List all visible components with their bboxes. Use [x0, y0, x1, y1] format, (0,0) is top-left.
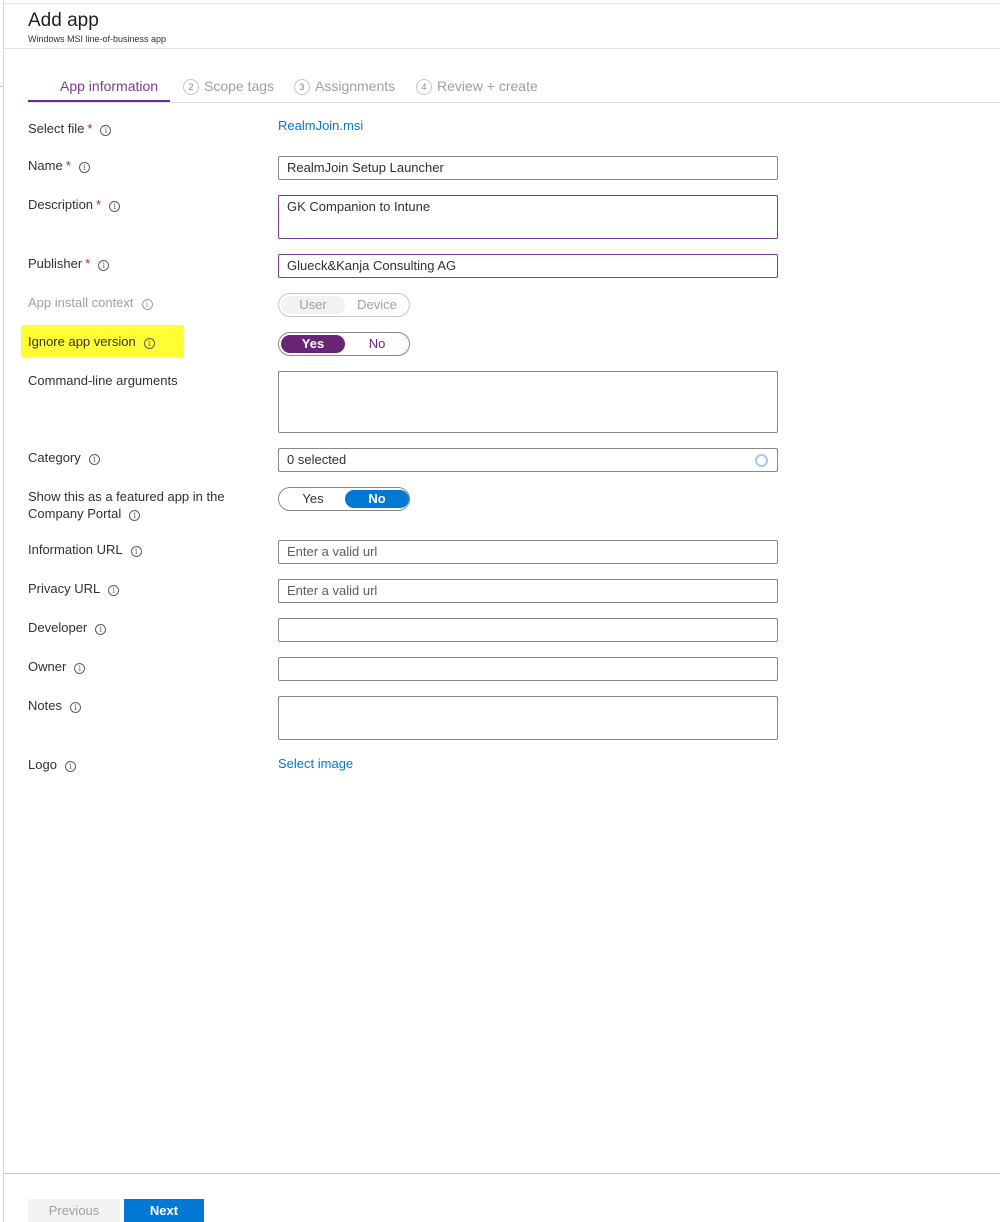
info-icon[interactable]: i: [131, 546, 142, 557]
developer-field[interactable]: [278, 618, 778, 642]
tab-divider: [28, 102, 1000, 103]
info-icon[interactable]: i: [95, 624, 106, 635]
tab-label: App information: [60, 78, 159, 94]
privacy-url-field[interactable]: Enter a valid url: [278, 579, 778, 603]
info-icon[interactable]: i: [129, 510, 140, 521]
select-file-link[interactable]: RealmJoin.msi: [278, 118, 364, 133]
category-label: Category i: [28, 449, 100, 466]
tab-assignments[interactable]: [294, 78, 395, 102]
description-label: Description * i: [28, 196, 120, 213]
tab-app-information[interactable]: [60, 78, 158, 102]
tab-label: Assignments: [315, 78, 396, 94]
category-dropdown[interactable]: 0 selected: [278, 448, 778, 472]
info-icon[interactable]: i: [108, 585, 119, 596]
tab-label: Scope tags: [204, 78, 275, 94]
footer-divider: [3, 1173, 1000, 1174]
publisher-field[interactable]: Glueck&Kanja Consulting AG: [278, 254, 778, 278]
info-icon[interactable]: i: [74, 663, 85, 674]
name-label: Name * i: [28, 157, 90, 174]
toggle-option-yes[interactable]: Yes: [302, 491, 324, 506]
step-number-icon: 4: [416, 79, 432, 95]
privacy-url-label: Privacy URL i: [28, 580, 119, 597]
toggle-option-no[interactable]: No: [368, 336, 386, 351]
info-icon[interactable]: i: [79, 162, 90, 173]
info-icon[interactable]: i: [109, 201, 120, 212]
install-context-label: App install context i: [28, 294, 153, 311]
command-line-label: Command-line arguments: [28, 373, 178, 388]
info-icon[interactable]: i: [98, 260, 109, 271]
left-border: [3, 0, 4, 1222]
page-subtitle: Windows MSI line-of-business app: [28, 34, 167, 44]
logo-label: Logo i: [28, 756, 76, 773]
left-tick: [0, 86, 3, 87]
required-marker: *: [65, 158, 71, 173]
info-icon[interactable]: i: [142, 299, 153, 310]
tab-label: Review + create: [437, 78, 538, 94]
select-file-label: Select file * i: [28, 120, 111, 137]
blade-header: [28, 10, 166, 44]
info-icon[interactable]: i: [89, 454, 100, 465]
required-marker: *: [85, 256, 91, 271]
select-image-link[interactable]: Select image: [278, 756, 354, 771]
info-icon[interactable]: i: [100, 125, 111, 136]
featured-app-toggle: [278, 487, 410, 511]
information-url-label: Information URL i: [28, 541, 142, 558]
step-number-icon: 3: [294, 79, 310, 95]
toggle-option-no[interactable]: No: [345, 490, 409, 508]
next-button[interactable]: Next: [124, 1199, 204, 1222]
top-border: [3, 3, 1000, 4]
tab-review-create[interactable]: [416, 78, 538, 102]
required-marker: *: [87, 121, 93, 136]
step-number-icon: 2: [183, 79, 199, 95]
description-field[interactable]: GK Companion to Intune: [278, 195, 778, 239]
publisher-label: Publisher * i: [28, 255, 109, 272]
information-url-field[interactable]: Enter a valid url: [278, 540, 778, 564]
info-icon[interactable]: i: [65, 761, 76, 772]
owner-label: Owner i: [28, 658, 85, 675]
previous-button[interactable]: Previous: [28, 1199, 120, 1222]
page-title: Add app: [28, 10, 99, 31]
loading-spinner-icon: [755, 454, 768, 467]
ignore-app-version-label: Ignore app version i: [28, 333, 155, 350]
toggle-option-user: User: [281, 296, 345, 314]
notes-label: Notes i: [28, 697, 81, 714]
notes-field[interactable]: [278, 696, 778, 740]
owner-field[interactable]: [278, 657, 778, 681]
command-line-field[interactable]: [278, 371, 778, 433]
install-context-toggle: [278, 293, 410, 317]
name-field[interactable]: RealmJoin Setup Launcher: [278, 156, 778, 180]
required-marker: *: [96, 197, 102, 212]
ignore-app-version-toggle: [278, 332, 410, 356]
info-icon[interactable]: i: [70, 702, 81, 713]
developer-label: Developer i: [28, 619, 106, 636]
info-icon[interactable]: i: [144, 338, 155, 349]
toggle-option-yes[interactable]: Yes: [281, 335, 345, 353]
featured-app-label: Show this as a featured app in the Company Portal i: [28, 489, 225, 521]
tab-scope-tags[interactable]: [183, 78, 274, 102]
toggle-option-device: Device: [357, 297, 397, 312]
header-divider: [3, 48, 1000, 49]
